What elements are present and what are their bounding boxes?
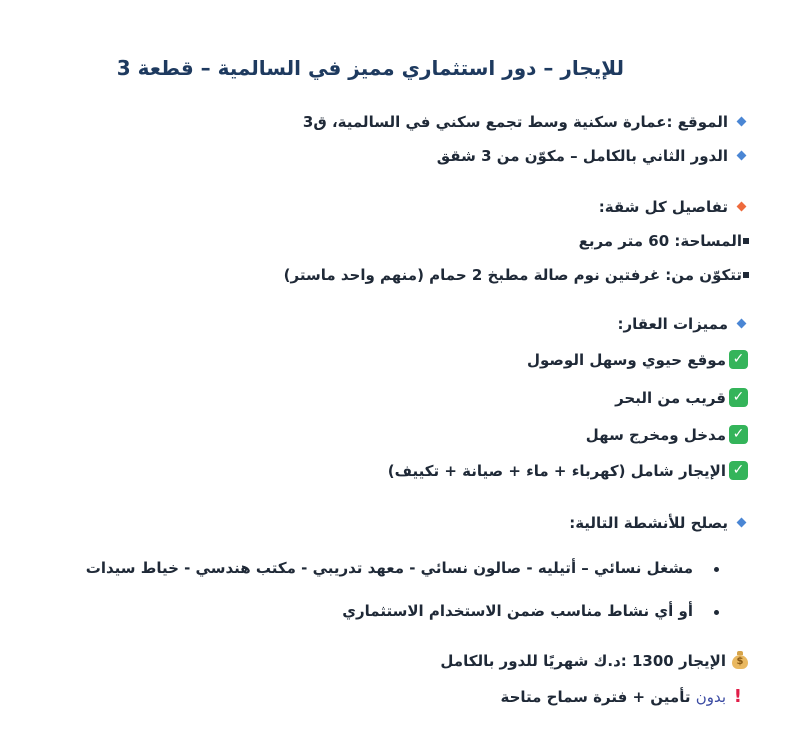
notice-prefix: بدون <box>695 688 726 706</box>
feature-text: موقع حيوي وسهل الوصول <box>527 351 726 369</box>
check-mark-icon: ✓ <box>729 350 748 369</box>
dot-bullet-icon <box>714 567 719 572</box>
check-mark-icon: ✓ <box>729 425 748 444</box>
location-line <box>303 111 753 133</box>
feature-item <box>388 460 748 482</box>
dot-bullet-icon <box>714 610 719 615</box>
page-title: للإيجار – دور استثماري مميز في السالمية – قطعة 3 <box>116 56 624 80</box>
activity-item: أو أي نشاط مناسب ضمن الاستخدام الاستثماري <box>342 602 693 620</box>
suitable-heading <box>569 512 753 534</box>
feature-text: مدخل ومخرج سهل <box>585 426 726 444</box>
rent-line <box>440 650 748 672</box>
blue-diamond-icon <box>737 117 747 127</box>
features-heading-text: مميزات العقار: <box>617 315 728 333</box>
location-text: الموقع :عمارة سكنية وسط تجمع سكني في السالمية، ق3 <box>302 113 728 131</box>
blue-diamond-icon <box>737 518 747 528</box>
exclamation-mark-icon: ! <box>733 685 742 707</box>
features-heading <box>617 313 753 335</box>
apartment-details-heading <box>599 196 753 218</box>
money-bag-icon: $ <box>732 651 748 669</box>
check-mark-icon: ✓ <box>729 388 748 407</box>
notice-line <box>501 686 743 709</box>
area-line <box>579 230 749 252</box>
feature-item <box>615 387 748 409</box>
feature-item <box>527 349 748 371</box>
feature-text: الإيجار شامل (كهرباء + ماء + صيانة + تكييف) <box>387 462 726 480</box>
floor-text: الدور الثاني بالكامل – مكوّن من 3 شقق <box>436 147 728 165</box>
suitable-heading-text: يصلح للأنشطة التالية: <box>569 514 728 532</box>
feature-text: قريب من البحر <box>615 389 726 407</box>
square-bullet-icon <box>743 272 749 278</box>
check-mark-icon: ✓ <box>729 461 748 480</box>
square-bullet-icon <box>743 238 749 244</box>
notice-text: تأمين + فترة سماح متاحة <box>500 688 696 706</box>
rooms-text: تتكوّن من: غرفتين نوم صالة مطبخ 2 حمام (منهم واحد ماستر) <box>283 266 742 284</box>
rooms-line <box>284 264 749 286</box>
rent-text: الإيجار 1300 :د.ك شهريًا للدور بالكامل <box>440 652 726 670</box>
activity-item: مشغل نسائي – أتيليه - صالون نسائي - معهد تدريبي - مكتب هندسي - خياط سيدات <box>85 559 693 577</box>
feature-item <box>586 424 748 446</box>
area-text: المساحة: 60 متر مربع <box>578 232 742 250</box>
apartment-details-heading-text: تفاصيل كل شقة: <box>598 198 728 216</box>
blue-diamond-icon <box>737 319 747 329</box>
blue-diamond-icon <box>737 151 747 161</box>
orange-diamond-icon <box>737 202 747 212</box>
floor-line <box>437 145 753 167</box>
